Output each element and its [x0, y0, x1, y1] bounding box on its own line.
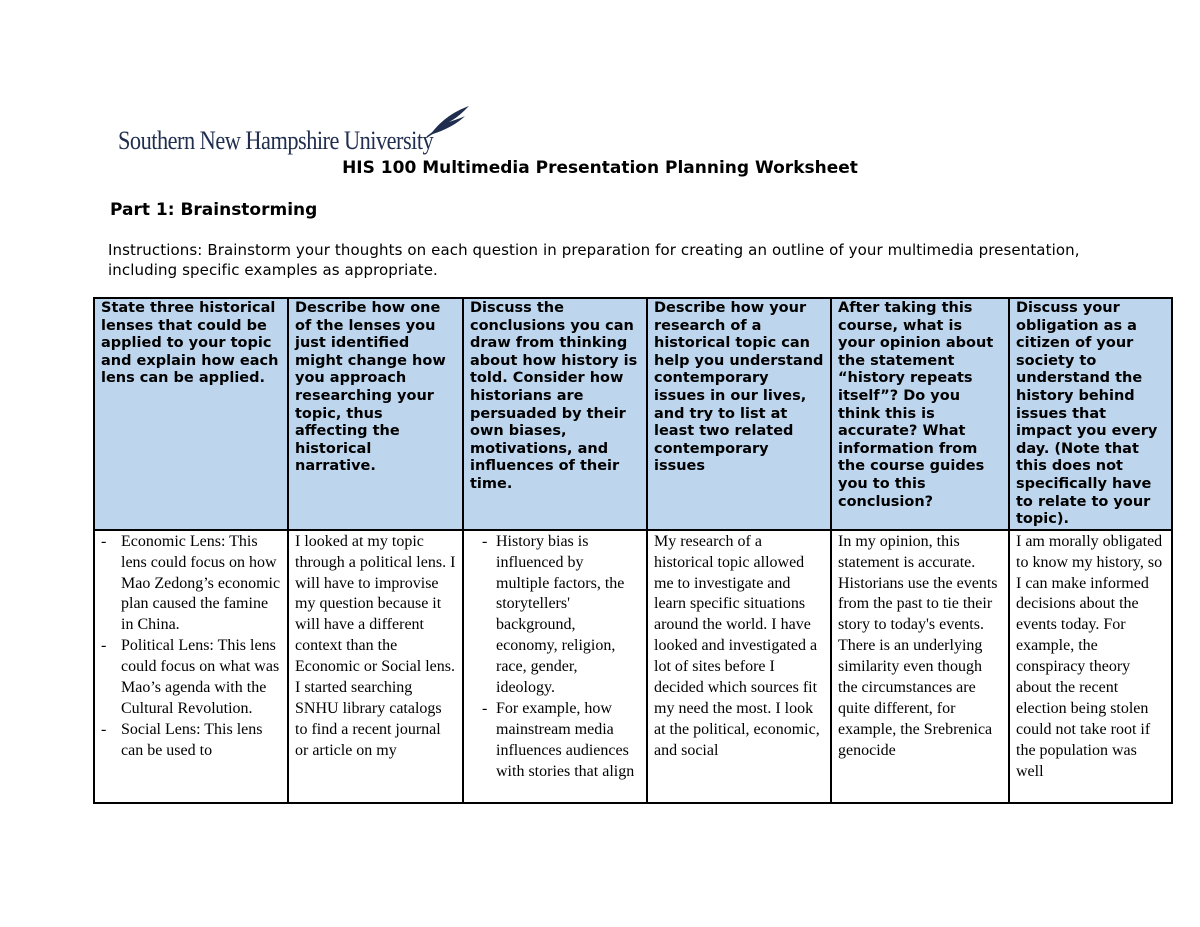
header-cell-research-approach: Describe how one of the lenses you just identified might change how you approach researching your topic, thus affecting the historical narrative. — [288, 298, 463, 530]
list-item: - Political Lens: This lens could focus on what was Mao’s agenda with the Cultural Revolution. — [101, 636, 281, 720]
page-title: HIS 100 Multimedia Presentation Planning Worksheet — [342, 158, 858, 178]
header-cell-history-repeats: After taking this course, what is your opinion about the statement “history repeats itself”? Do you think this is accurate? What information from the course guides you to this conclusion? — [831, 298, 1009, 530]
brainstorm-table — [93, 297, 1173, 804]
answer-cell-citizen-obligation[interactable] — [1009, 530, 1172, 803]
instructions-text: Instructions: Brainstorm your thoughts on each question in preparation for creating an outline of your multimedia presentation, including specific examples as appropriate. — [108, 241, 1080, 279]
header-cell-citizen-obligation: Discuss your obligation as a citizen of your society to understand the history behind issues that impact you every day. (Note that this does not specifically have to relate to your topic). — [1009, 298, 1172, 530]
list-item: - For example, how mainstream media influences audiences with stories that align — [470, 699, 640, 783]
answer-cell-research-approach[interactable] — [288, 530, 463, 803]
list-item: - History bias is influenced by multiple factors, the storytellers' background, economy, religion, race, gender, ideology. — [470, 532, 640, 699]
table-row — [94, 530, 1172, 803]
header-cell-lenses: State three historical lenses that could be applied to your topic and explain how each lens can be applied. — [94, 298, 288, 530]
answer-cell-conclusions[interactable] — [463, 530, 647, 803]
answer-cell-history-repeats[interactable] — [831, 530, 1009, 803]
university-logo — [118, 104, 458, 160]
logo-text: Southern New Hampshire University — [118, 126, 434, 155]
answer-text: In my opinion, this statement is accurate. Historians use the events from the past to tie their story to today's events. There is an underlying similarity even though the circumstances are quite different, for example, the Srebrenica genocide — [838, 532, 998, 759]
answer-text: I looked at my topic through a political lens. I will have to improvise my question because it will have a different context than the Economic or Social lens. I started searching SNHU library catalogs to find a recent journal or article on my — [295, 532, 456, 759]
table-header-row — [94, 298, 1172, 530]
answer-text: I am morally obligated to know my history, so I can make informed decisions about the events today. For example, the conspiracy theory about the recent election being stolen could not take root if the population was well — [1016, 532, 1163, 780]
list-item: - Social Lens: This lens can be used to — [101, 720, 281, 762]
header-cell-conclusions: Discuss the conclusions you can draw from thinking about how history is told. Consider how historians are persuaded by their own biases, motivations, and influences of their time. — [463, 298, 647, 530]
answer-text: My research of a historical topic allowed me to investigate and learn specific situations around the world. I have looked and investigated a lot of sites before I decided which sources fit my need the most. I look at the political, economic, and social — [654, 532, 820, 759]
answer-cell-contemporary-issues[interactable] — [647, 530, 831, 803]
header-cell-contemporary-issues: Describe how your research of a historical topic can help you understand contemporary issues in our lives, and try to list at least two related contemporary issues — [647, 298, 831, 530]
list-item: - Economic Lens: This lens could focus on how Mao Zedong’s economic plan caused the famine in China. — [101, 532, 281, 637]
answer-cell-lenses[interactable] — [94, 530, 288, 803]
section-heading: Part 1: Brainstorming — [110, 200, 318, 220]
